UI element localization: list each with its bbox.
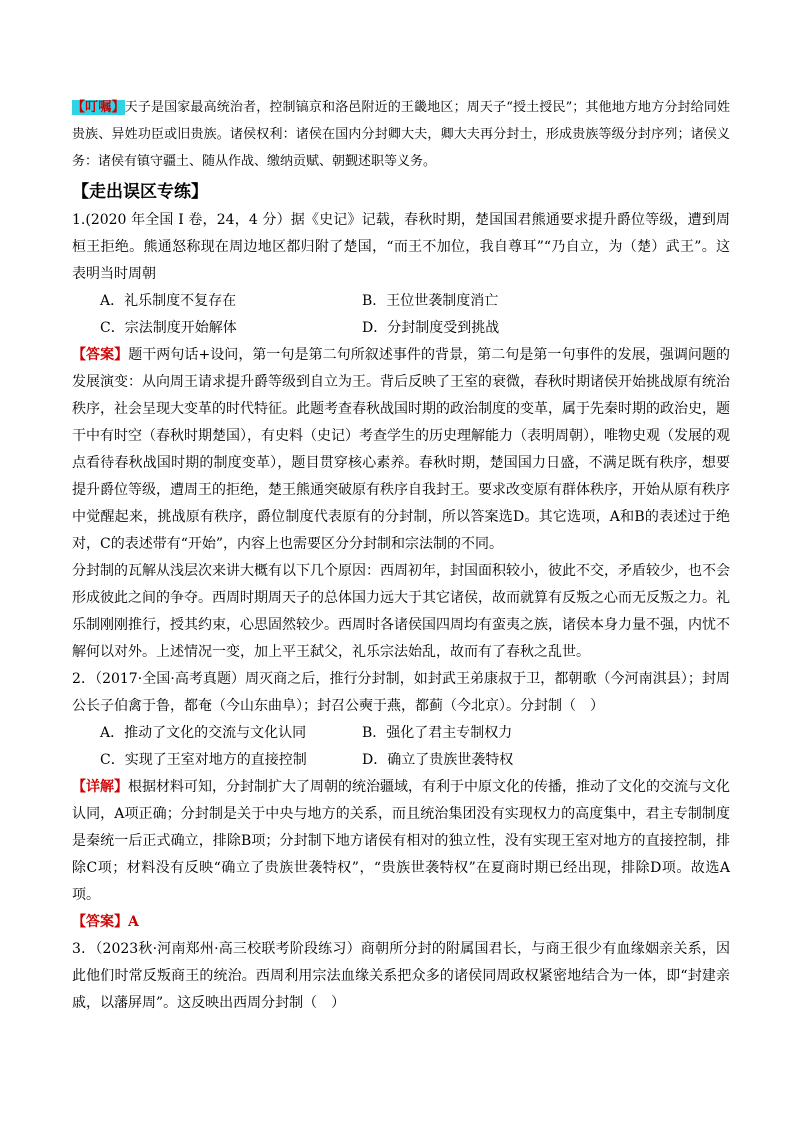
document-page [72,94,730,1017]
q1-answer-text: 题干两句话+设问，第一句是第二句所叙述事件的背景，第二句是第一句事件的发展，强调问题的发展演变：从向周王请求提升爵等级到自立为王。背后反映了王室的衰微，春秋时期诸侯开始挑战原有统治秩序，社会呈现大变革的时代特征。此题考查春秋战国时期的政治制度的变革，属于先秦时期的政治史，题干中有时空（春秋时期楚国），有史料（史记）考查学生的历史理解能力（表明周朝），唯物史观（发展的观点看待春秋战国时期的制度变革），题目贯穿核心素养。春秋时期，楚国国力日盛，不满足既有秩序，想要提升爵位等级，遭周王的拒绝，楚王熊通突破原有秩序自我封王。要求改变原有群体秩序，开始从原有秩序中觉醒起来，挑战原有秩序，爵位制度代表原有的分封制，所以答案选D。其它选项，A和B的表述过于绝对，C的表述带有“开始”，内容上也需要区分分封制和宗法制的不同。 [72,347,730,552]
q2-detail [72,774,730,909]
q1-stem: 1.(2020 年全国 I 卷，24，4 分）据《史记》记载，春秋时期，楚国国君熊通要求提升爵位等级，遭到周桓王拒绝。熊通怒称现在周边地区都归附了楚国，“而王不加位，我自尊耳”“乃自立，为（楚）武王”。这表明当时周朝 [72,212,730,282]
q2-options-row-1 [72,720,730,747]
q1-options-row-2 [72,315,730,342]
q2-options-row-2 [72,747,730,774]
q1-answer [72,342,730,558]
q2-option-c: C．实现了王室对地方的直接控制 [100,752,307,768]
q1-option-b: B．王位世袭制度消亡 [362,293,499,309]
q2-detail-text: 根据材料可知，分封制扩大了周朝的统治疆域，有利于中原文化的传播，推动了文化的交流与文化认同，A项正确；分封制是关于中央与地方的关系，而且统治集团没有实现权力的高度集中，君主专制制度是秦统一后正式确立，排除B项；分封制下地方诸侯有相对的独立性，没有实现王室对地方的直接控制，排除C项；材料没有反映“确立了贵族世袭特权”，“贵族世袭特权”在夏商时期已经出现，排除D项。故选A项。 [72,779,730,903]
q2-answer [72,909,730,936]
q2-option-b: B．强化了君主专制权力 [362,725,513,741]
q3-stem: 3．（2023秋·河南郑州·高三校联考阶段练习）商朝所分封的附属国君长，与商王很少有血缘姻亲关系，因此他们时常反叛商王的统治。西周利用宗法血缘关系把众多的诸侯同周政权紧密地结合为一体，即“封建亲戚，以藩屏周”。这反映出西周分封制（ ） [72,941,730,1011]
q2-option-d: D．确立了贵族世袭特权 [362,752,514,768]
q2-answer-tag: 【答案】 [72,914,128,930]
note-tag: 【叮嘱】 [72,100,125,115]
q1-extra: 分封制的瓦解从浅层次来讲大概有以下几个原因：西周初年，封国面积较小，彼此不交，矛盾较少，也不会形成彼此之间的争夺。西周时期周天子的总体国力远大于其它诸侯，故而就算有反叛之心而无反叛之力。礼乐制刚刚推行，授其约束，心思固然较少。西周时各诸侯国四周均有蛮夷之族，诸侯本身力量不强，内忧不解何以对外。上述情况一变，加上平王弑父，礼乐宗法始乱，故而有了春秋之乱世。 [72,563,730,660]
q2-option-a: A．推动了文化的交流与文化认同 [100,725,307,741]
q1-option-a: A．礼乐制度不复存在 [100,293,237,309]
q1-options-row-1 [72,288,730,315]
q1-option-d: D．分封制度受到挑战 [362,320,500,336]
q1-option-c: C．宗法制度开始解体 [100,320,237,336]
q2-answer-value: A [128,914,139,930]
note-text: 天子是国家最高统治者，控制镐京和洛邑附近的王畿地区；周天子“授土授民”；其他地方地方分封给同姓贵族、异姓功臣或旧贵族。诸侯权利：诸侯在国内分封卿大夫，卿大夫再分封士，形成贵族等级分封序列；诸侯义务：诸侯有镇守疆土、随从作战、缴纳贡赋、朝觐述职等义务。 [72,100,730,169]
section-title: 【走出误区专练】 [72,182,208,202]
q2-detail-tag: 【详解】 [72,779,128,795]
q2-stem: 2．（2017·全国·高考真题）周灭商之后，推行分封制，如封武王弟康叔于卫，都朝歌（今河南淇县）；封周公长子伯禽于鲁，都奄（今山东曲阜）；封召公奭于燕，都蓟（今北京）。分封制（ ） [72,671,730,714]
note-paragraph [72,94,730,175]
q1-answer-tag: 【答案】 [72,347,129,363]
